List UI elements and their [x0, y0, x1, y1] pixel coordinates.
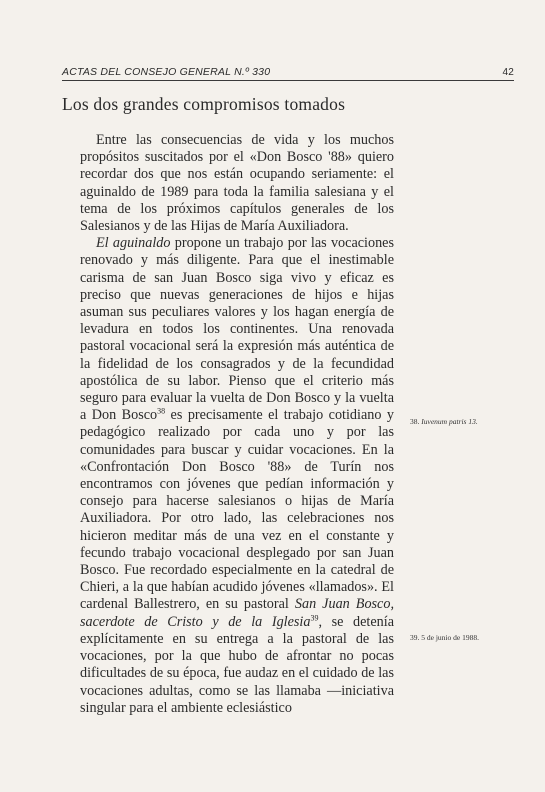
- footnote-ref-39: 39: [310, 612, 319, 622]
- page-number: 42: [502, 67, 514, 78]
- body-text: [80, 132, 394, 717]
- paragraph-2-part-c: , se detenía explícitamente en su entrega a la pastoral de las vocaciones, por la que hubo de afrontar no pocas dificultades de su época, fue audaz en el cuidado de las vocaciones adultas, como se las llamaba —iniciativa singular para el ambiente eclesiástico: [80, 613, 395, 716]
- footnote-ref-38: 38: [157, 406, 166, 416]
- journal-title: ACTAS DEL CONSEJO GENERAL N.º 330: [62, 66, 271, 78]
- footnote-38-number: 38.: [410, 417, 420, 426]
- footnote-38: [410, 417, 478, 426]
- footnote-38-text: Iuvenum patris 13.: [421, 417, 478, 426]
- paragraph-2-part-a: propone un trabajo por las vocaciones renovado y más diligente. Para que el inestimable carisma de san Juan Bosco siga vivo y eficaz es preciso que nuevas generaciones de hijos e hijas asuman sus peculiares valores y los hagan energía de levadura en todos los continentes. Una renovada pastoral vocacional será la expresión más auténtica de la fidelidad de los consagrados y de la fecundidad apostólica de su labor. Pienso que el criterio más seguro para evaluar la vuelta de Don Bosco y la vuelta a Don Bosco: [80, 235, 394, 424]
- footnote-39-text: 5 de junio de 1988.: [421, 633, 479, 642]
- paragraph-2-part-b: es precisamente el trabajo cotidiano y pedagógico realizado por cada uno y por las comunidades para buscar y cuidar vocaciones. En la «Confrontación Don Bosco '88» de Turín nos encontramos con jóvenes que pedían información y consejo para hacerse salesianos o hijas de María Auxiliadora. Por otro lado, las celebraciones nos hicieron meditar más de una vez en el constante y fecundo trabajo vocacional desplegado por san Juan Bosco. Fue recordado especialmente en la catedral de Chieri, a la que habían acudido jóvenes «llamados». El cardenal Ballestrero, en su pastoral: [80, 407, 394, 613]
- paragraph-1: Entre las consecuencias de vida y los muchos propósitos suscitados por el «Don Bosco '88» quiero recordar dos que nos están ocupando seriamente: el aguinaldo de 1989 para toda la familia salesiana y el tema de los próximos capítulos generales de los Salesianos y de las Hijas de María Auxiliadora.: [80, 132, 394, 235]
- section-title: Los dos grandes compromisos tomados: [62, 94, 346, 114]
- footnote-39: [410, 633, 479, 642]
- italic-term: El aguinaldo: [96, 235, 171, 252]
- paragraph-2: [80, 235, 394, 717]
- running-header: [62, 64, 514, 81]
- footnote-39-number: 39.: [410, 633, 420, 642]
- italic-book-title: San Juan Bosco, sacerdote de Cristo y de la Iglesia: [80, 596, 394, 630]
